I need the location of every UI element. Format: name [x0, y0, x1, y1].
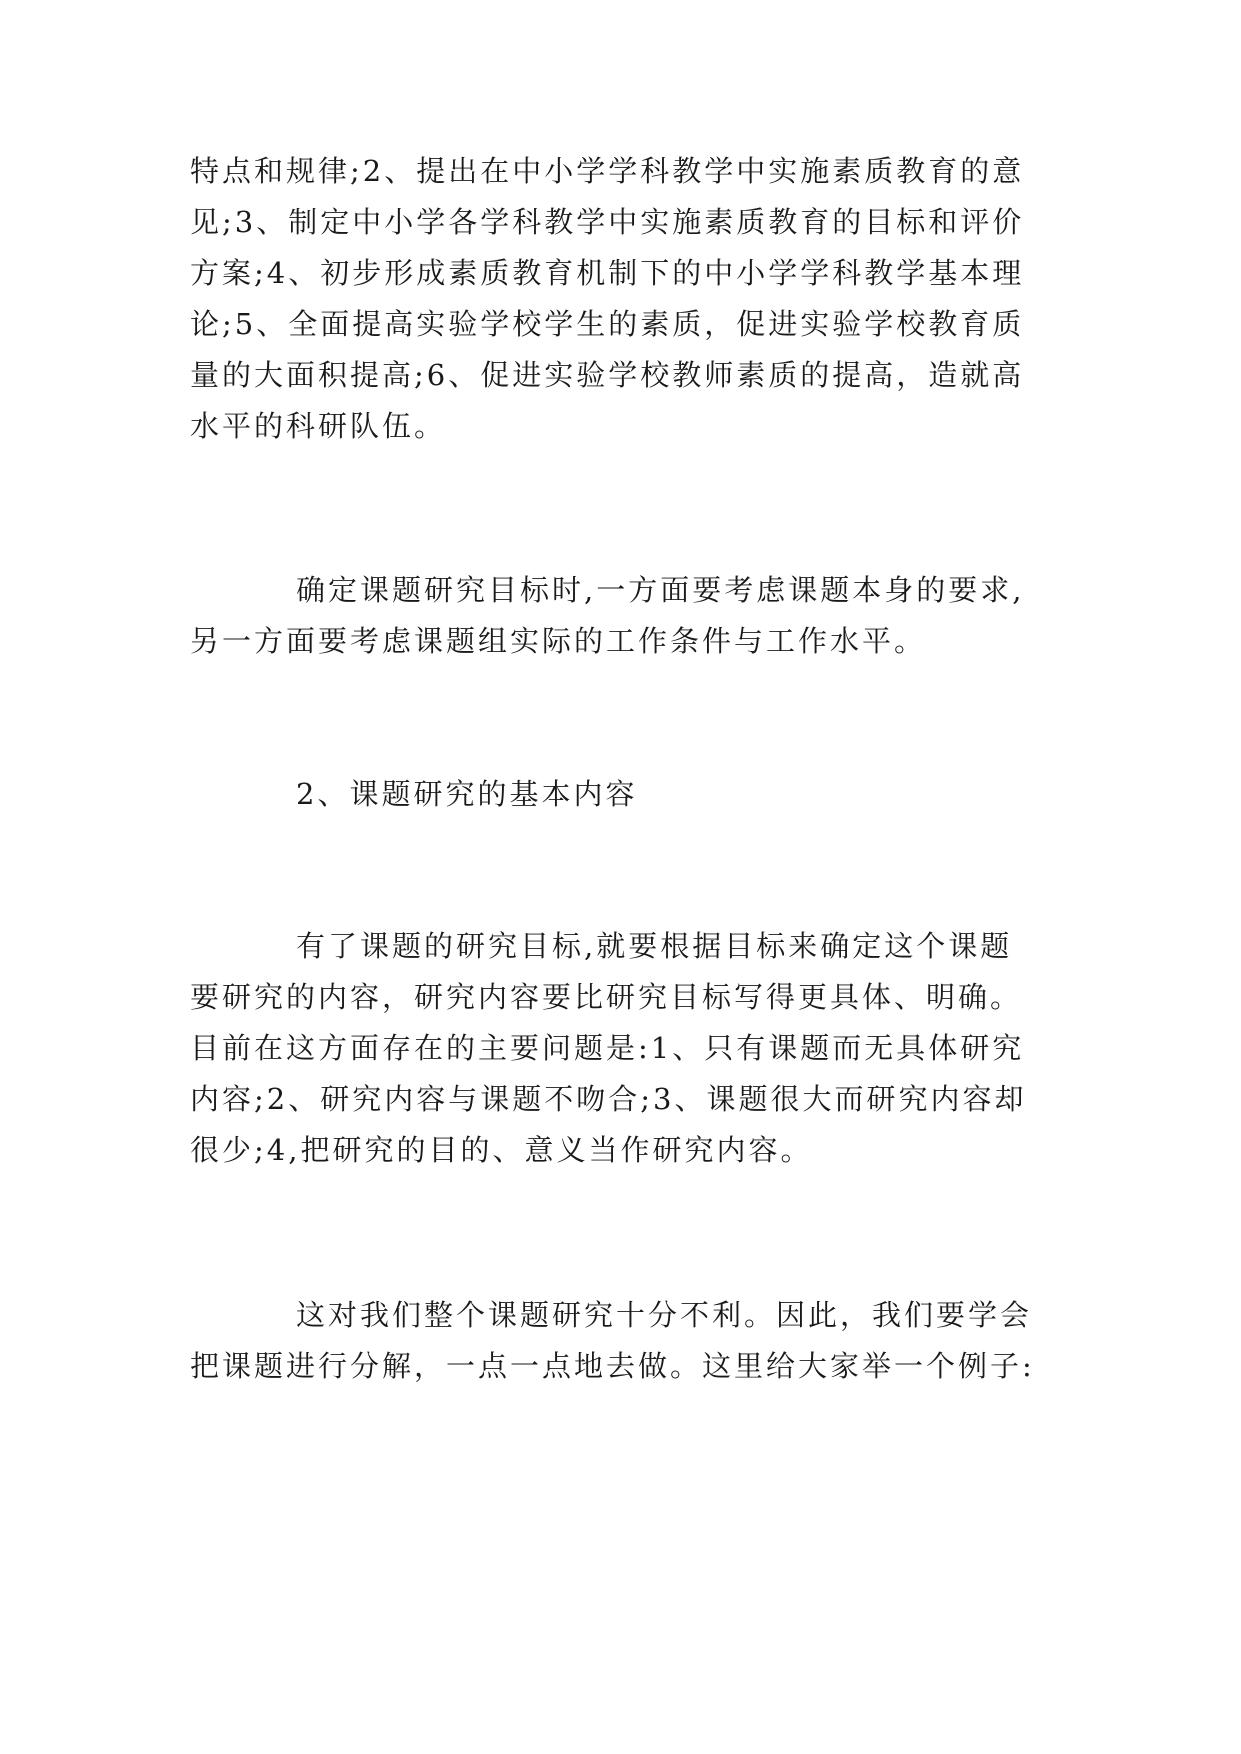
section-heading — [190, 769, 1070, 820]
paragraph-line: 方案;4、初步形成素质教育机制下的中小学学科教学基本理 — [190, 256, 1025, 290]
paragraph-line: 内容;2、研究内容与课题不吻合;3、课题很大而研究内容却 — [190, 1082, 1027, 1116]
paragraph-line: 特点和规律;2、提出在中小学学科教学中实施素质教育的意 — [190, 154, 1025, 188]
paragraph-line: 有了课题的研究目标,就要根据目标来确定这个课题 — [296, 929, 1013, 963]
paragraph-line: 很少;4,把研究的目的、意义当作研究内容。 — [190, 1133, 813, 1167]
paragraph-4 — [190, 921, 1070, 1176]
paragraph-line: 论;5、全面提高实验学校学生的素质，促进实验学校教育质 — [190, 307, 1025, 341]
paragraph-line: 把课题进行分解，一点一点地去做。这里给大家举一个例子: — [190, 1349, 1035, 1383]
paragraph-line: 这对我们整个课题研究十分不利。因此，我们要学会 — [296, 1298, 1033, 1332]
section-heading-text: 2、课题研究的基本内容 — [296, 777, 638, 811]
paragraph-5 — [190, 1290, 1070, 1392]
paragraph-line: 确定课题研究目标时,一方面要考虑课题本身的要求, — [296, 573, 1025, 607]
paragraph-2 — [190, 565, 1070, 667]
paragraph-line: 目前在这方面存在的主要问题是:1、只有课题而无具体研究 — [190, 1031, 1025, 1065]
paragraph-line: 要研究的内容，研究内容要比研究目标写得更具体、明确。 — [190, 980, 1023, 1014]
paragraph-line: 另一方面要考虑课题组实际的工作条件与工作水平。 — [190, 624, 927, 658]
paragraph-line: 量的大面积提高;6、促进实验学校教师素质的提高，造就高 — [190, 358, 1025, 392]
paragraph-line: 水平的科研队伍。 — [190, 409, 447, 443]
paragraph-line: 见;3、制定中小学各学科教学中实施素质教育的目标和评价 — [190, 205, 1025, 239]
paragraph-1 — [190, 146, 1070, 452]
